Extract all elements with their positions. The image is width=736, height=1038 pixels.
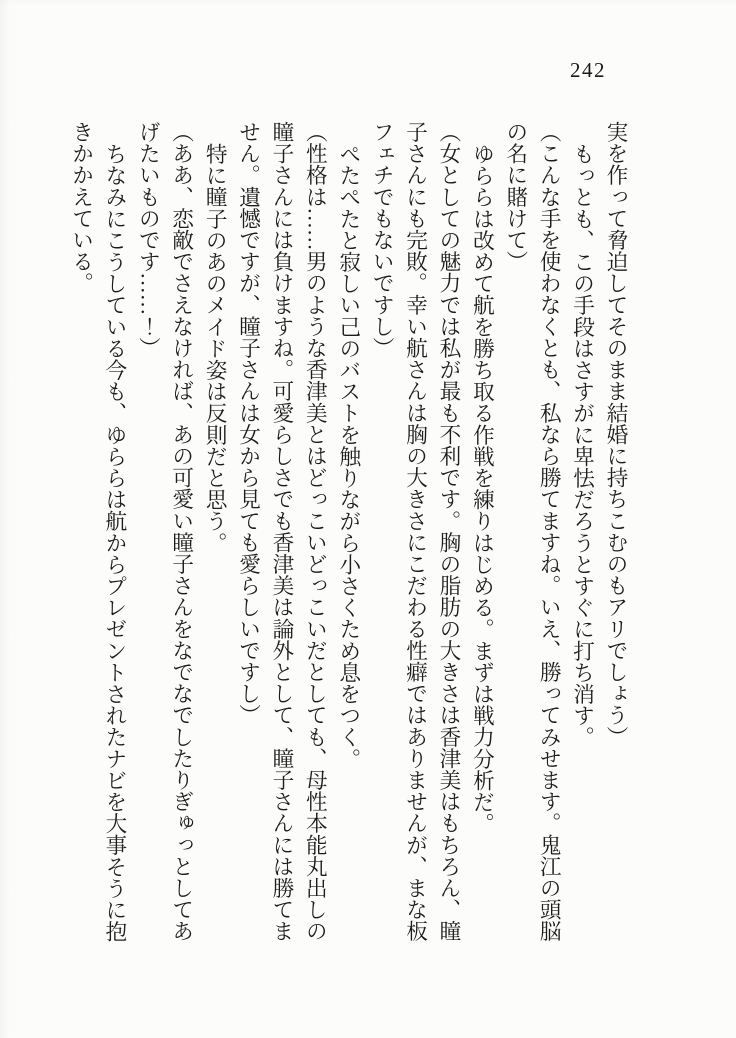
text-column: もっとも、この手段はさすがに卑怯だろうとすぐに打ち消す。 (570, 142, 595, 748)
text-column: 実を作って脅迫してそのまま結婚に持ちこむのもアリでしょう） (604, 121, 628, 748)
text-column: （女としての魅力では私が最も不利です。胸の脂肪の大きさは香津美はもちろん、瞳 (436, 121, 461, 942)
page-number: 242 (570, 58, 606, 82)
text-column: 子さんにも完敗。幸い航さんは胸の大きさにこだわる性癖ではありませんが、まな板 (403, 121, 428, 942)
text-column: 特に瞳子のあのメイド姿は反則だと思う。 (203, 142, 228, 553)
text-column: ぺたぺたと寂しい己のバストを触りながら小さくため息をつく。 (336, 142, 361, 769)
text-column: （性格は……男のような香津美とはどっこいどっこいだとしても、母性本能丸出しの (303, 121, 328, 942)
text-column: （ああ、恋敵でさえなければ、あの可愛い瞳子さんをなでなでしたりぎゅっとしてあ (169, 121, 194, 942)
text-column: きかかえている。 (69, 121, 94, 294)
text-block (52, 121, 632, 949)
text-column: げたいものです……！） (136, 121, 161, 359)
text-column: （こんな手を使わなくとも、私なら勝てますね。いえ、勝ってみせます。鬼江の頭脳 (537, 121, 562, 942)
text-column: せん。遺憾ですが、瞳子さんは女から見ても愛らしいですし） (236, 121, 261, 726)
text-column: の名に賭けて） (503, 121, 528, 273)
text-column: ちなみにこうしている今も、ゆららは航からプレゼントされたナビを大事そうに抱 (102, 142, 127, 942)
text-column: 瞳子さんには負けますね。可愛らしさでも香津美は論外として、瞳子さんには勝てま (269, 121, 294, 942)
text-column: フェチでもないですし） (370, 121, 395, 359)
text-column: ゆららは改めて航を勝ち取る作戦を練りはじめる。まずは戦力分析だ。 (470, 142, 495, 834)
